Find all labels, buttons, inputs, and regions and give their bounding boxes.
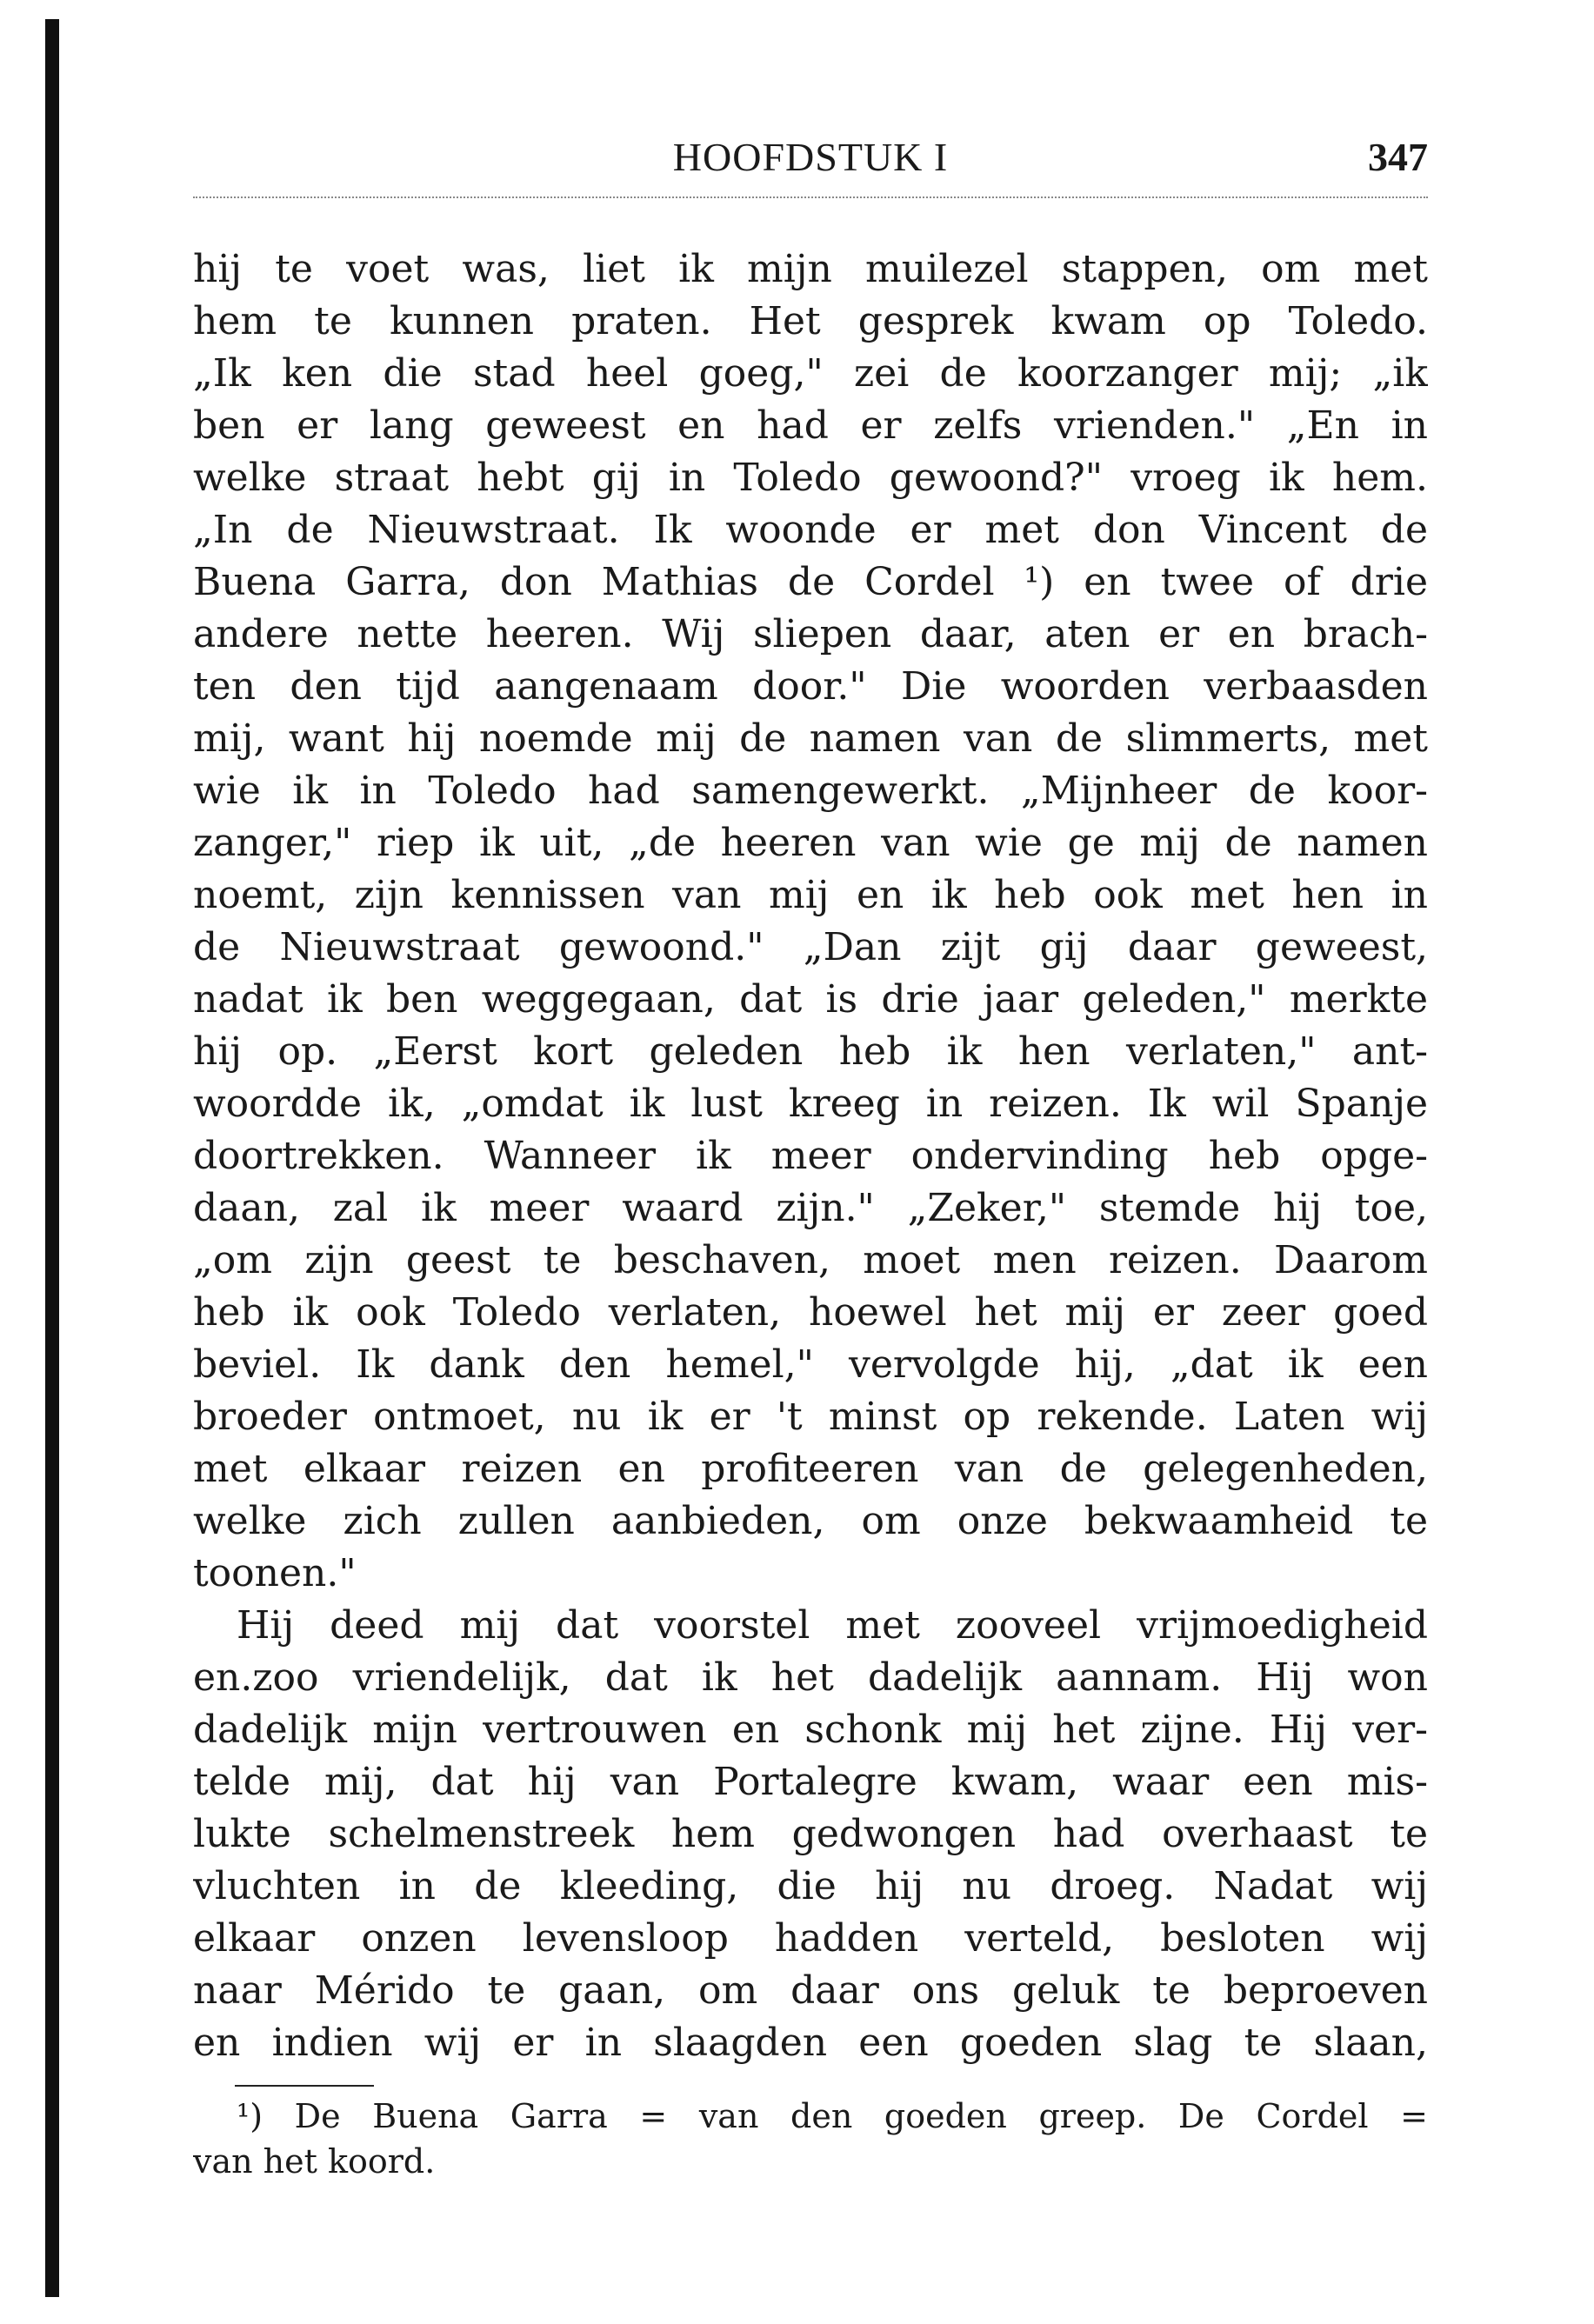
text-line: ten den tijd aangenaam door." Die woorden verbaasden (193, 664, 1428, 709)
text-line: andere nette heeren. Wij sliepen daar, aten er en brach- (193, 612, 1428, 656)
text-line: broeder ontmoet, nu ik er 't minst op rekende. Laten wij (193, 1395, 1428, 1439)
book-binding-edge (45, 19, 59, 2297)
text-line: „Ik ken die stad heel goeg," zei de koorzanger mij; „ik (193, 351, 1428, 396)
text-line: en.zoo vriendelijk, dat ik het dadelijk aannam. Hij won (193, 1655, 1428, 1700)
header-divider (193, 196, 1428, 198)
text-line: de Nieuwstraat gewoond." „Dan zijt gij daar geweest, (193, 925, 1428, 969)
footnote (193, 2094, 1428, 2184)
text-line: vluchten in de kleeding, die hij nu droeg. Nadat wij (193, 1864, 1428, 1908)
text-line: met elkaar reizen en profiteeren van de gelegenheden, (193, 1447, 1428, 1491)
text-line: hij op. „Eerst kort geleden heb ik hen verlaten," ant- (193, 1029, 1428, 1074)
text-line: welke straat hebt gij in Toledo gewoond?" vroeg ik hem. (193, 456, 1428, 500)
text-line: lukte schelmenstreek hem gedwongen had overhaast te (193, 1812, 1428, 1856)
text-line: beviel. Ik dank den hemel," vervolgde hij, „dat ik een (193, 1342, 1428, 1387)
text-line: hem te kunnen praten. Het gesprek kwam op Toledo. (193, 299, 1428, 343)
text-line: en indien wij er in slaagden een goeden slag te slaan, (193, 2021, 1428, 2065)
text-line: heb ik ook Toledo verlaten, hoewel het mij er zeer goed (193, 1290, 1428, 1335)
page-number: 347 (1368, 135, 1428, 179)
text-line: naar Mérido te gaan, om daar ons geluk te beproeven (193, 1968, 1428, 2013)
text-line: daan, zal ik meer waard zijn." „Zeker," stemde hij toe, (193, 1186, 1428, 1230)
text-line: Hij deed mij dat voorstel met zooveel vrijmoedigheid (237, 1603, 1428, 1648)
text-line: dadelijk mijn vertrouwen en schonk mij het zijne. Hij ver- (193, 1708, 1428, 1752)
text-line: zanger," riep ik uit, „de heeren van wie ge mij de namen (193, 821, 1428, 865)
text-line: „In de Nieuwstraat. Ik woonde er met don Vincent de (193, 508, 1428, 552)
text-line: telde mij, dat hij van Portalegre kwam, waar een mis- (193, 1760, 1428, 1804)
footnote-line: ¹) De Buena Garra = van den goeden greep. De Cordel = (237, 2097, 1428, 2135)
text-line: „om zijn geest te beschaven, moet men reizen. Daarom (193, 1238, 1428, 1282)
footnote-divider (235, 2085, 374, 2087)
text-line: elkaar onzen levensloop hadden verteld, besloten wij (193, 1916, 1428, 1961)
text-line: noemt, zijn kennissen van mij en ik heb ook met hen in (193, 873, 1428, 917)
text-line: wie ik in Toledo had samengewerkt. „Mijnheer de koor- (193, 769, 1428, 813)
text-line: nadat ik ben weggegaan, dat is drie jaar geleden," merkte (193, 977, 1428, 1022)
text-line: welke zich zullen aanbieden, om onze bekwaamheid te (193, 1499, 1428, 1543)
text-line: doortrekken. Wanneer ik meer ondervinding heb opge- (193, 1134, 1428, 1178)
text-line: Buena Garra, don Mathias de Cordel ¹) en twee of drie (193, 560, 1428, 604)
page-header (193, 132, 1428, 184)
text-line: hij te voet was, liet ik mijn muilezel stappen, om met (193, 247, 1428, 291)
running-title: HOOFDSTUK I (672, 135, 949, 179)
body-text (193, 243, 1428, 2069)
text-line: ben er lang geweest en had er zelfs vrienden." „En in (193, 403, 1428, 448)
text-line: woordde ik, „omdat ik lust kreeg in reizen. Ik wil Spanje (193, 1082, 1428, 1126)
text-line: mij, want hij noemde mij de namen van de slimmerts, met (193, 716, 1428, 761)
footnote-line: van het koord. (193, 2142, 436, 2181)
text-line: toonen." (193, 1551, 357, 1595)
